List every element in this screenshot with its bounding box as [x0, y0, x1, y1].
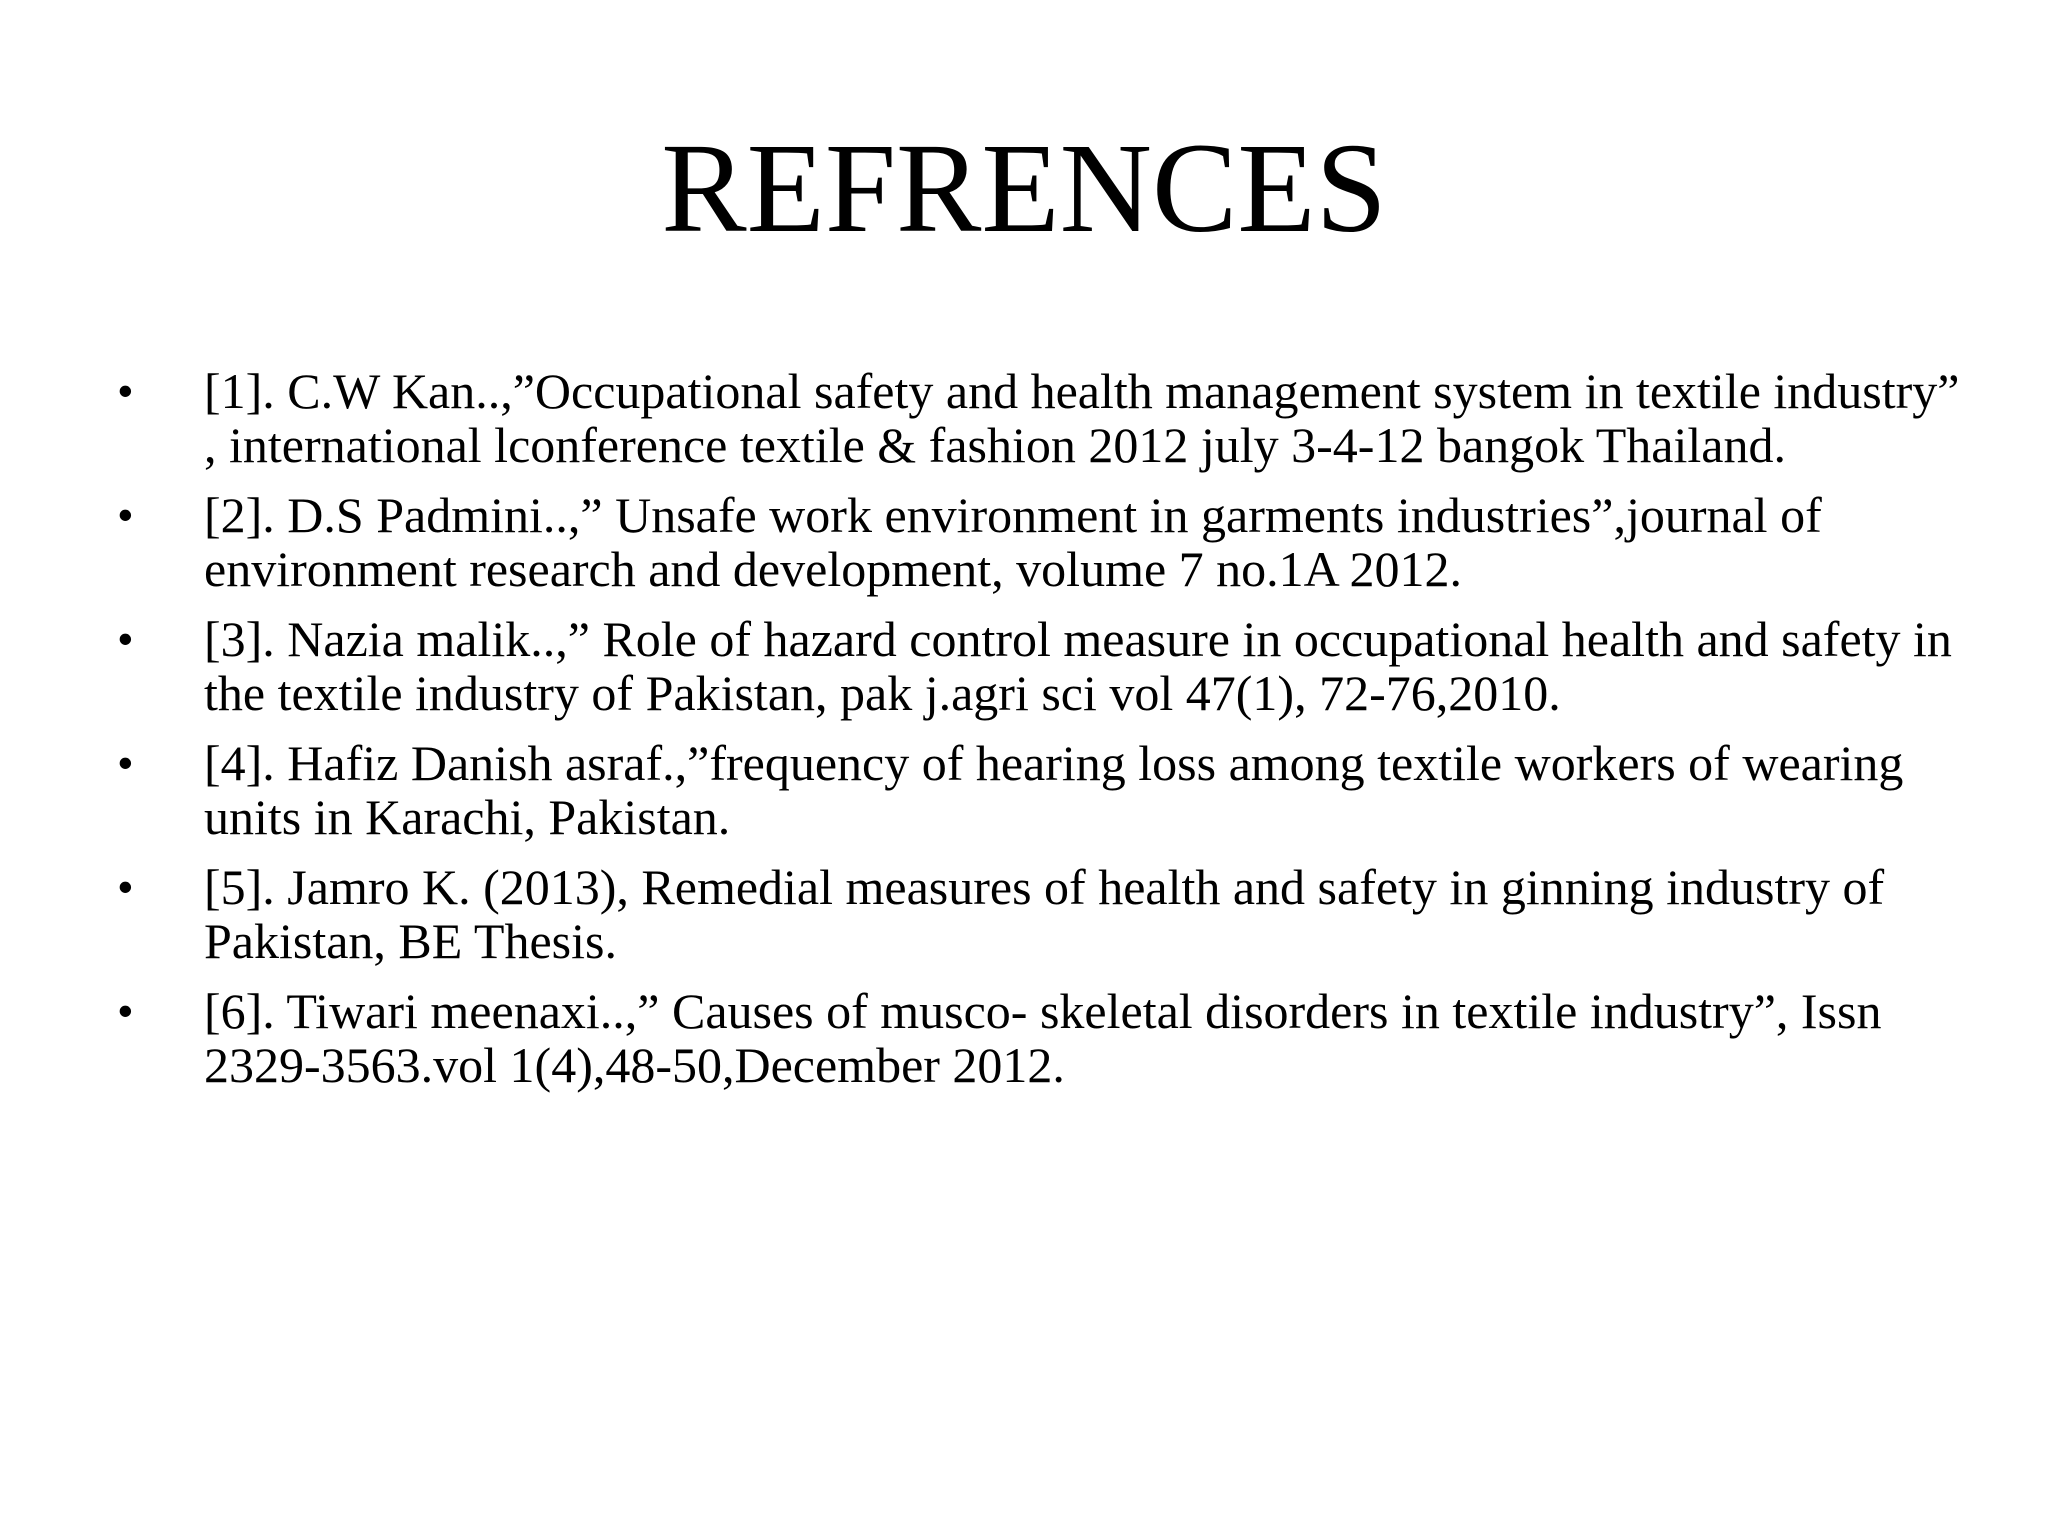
bullet-icon: • — [118, 367, 133, 414]
reference-text: [1]. C.W Kan..,”Occupational safety and health management system in textile industry” , international lconference textile & fashion 2012 july 3-4-12 bangok Thailand. — [204, 363, 1960, 473]
bullet-icon: • — [118, 615, 133, 662]
reference-text: [3]. Nazia malik..,” Role of hazard control measure in occupational health and safety in the textile industry of Pakistan, pak j.agri sci vol 47(1), 72-76,2010. — [204, 611, 1952, 721]
reference-item-6 — [118, 984, 1978, 1092]
bullet-icon: • — [118, 739, 133, 786]
reference-text: [4]. Hafiz Danish asraf.,”frequency of hearing loss among textile workers of wearing units in Karachi, Pakistan. — [204, 735, 1904, 845]
bullet-icon: • — [118, 987, 133, 1034]
reference-item-5 — [118, 860, 1978, 968]
reference-item-3 — [118, 612, 1978, 720]
reference-item-2 — [118, 488, 1978, 596]
reference-item-4 — [118, 736, 1978, 844]
reference-text: [5]. Jamro K. (2013), Remedial measures of health and safety in ginning industry of Pakistan, BE Thesis. — [204, 859, 1885, 969]
bullet-icon: • — [118, 863, 133, 910]
references-list — [118, 364, 1978, 1108]
slide-title: REFRENCES — [661, 117, 1387, 259]
reference-text: [6]. Tiwari meenaxi..,” Causes of musco- skeletal disorders in textile industry”, Issn 2329-3563.vol 1(4),48-50,December 2012. — [204, 983, 1882, 1093]
bullet-icon: • — [118, 491, 133, 538]
reference-item-1 — [118, 364, 1978, 472]
reference-text: [2]. D.S Padmini..,” Unsafe work environment in garments industries”,journal of environment research and development, volume 7 no.1A 2012. — [204, 487, 1822, 597]
